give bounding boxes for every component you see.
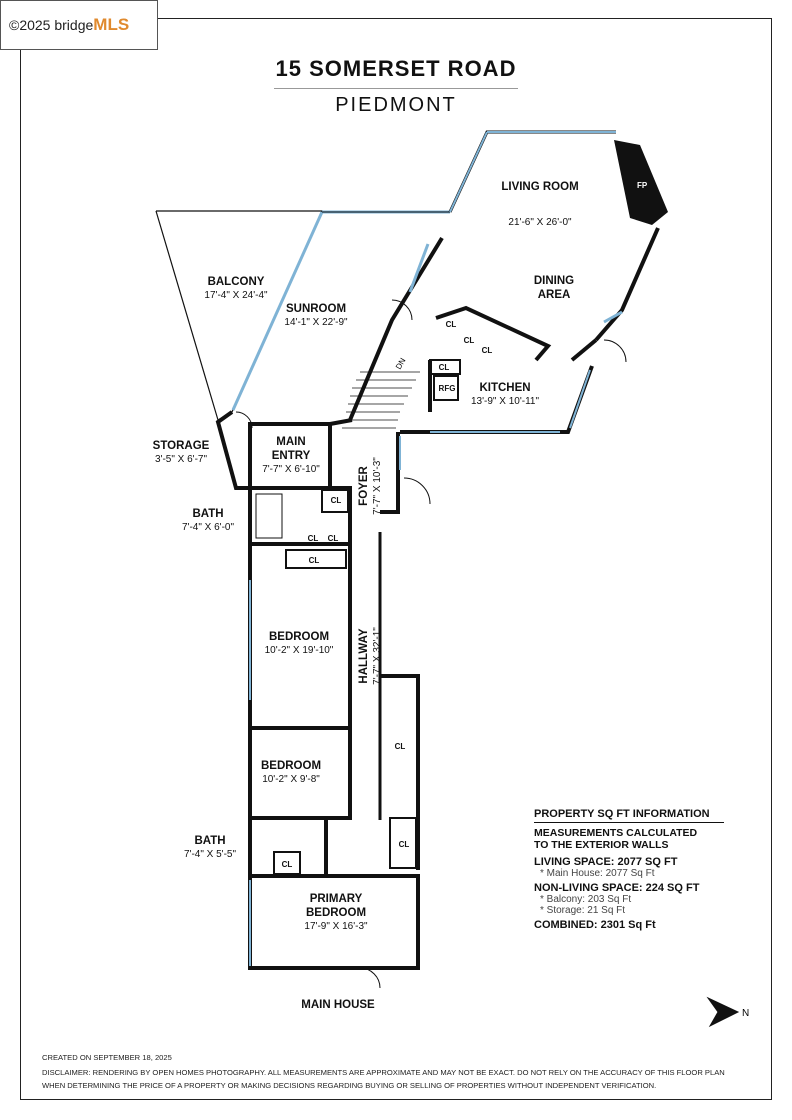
non-living-space-total: NON-LIVING SPACE: 224 SQ FT [534,882,700,894]
living-room-label [480,180,600,230]
closet-label: CL [481,346,493,355]
bath-1-name: BATH [192,508,224,520]
closet-label: CL [445,320,457,329]
closet-label: CL [330,496,342,505]
closet-label: CL [398,840,410,849]
property-city-subtitle: PIEDMONT [335,94,457,116]
disclaimer-line-2: WHEN DETERMINING THE PRICE OF A PROPERTY OR MAKING DECISIONS REGARDING BUYING OR SELLING OF PROPERTIES WITHOUT INDEPENDENT VERIFICATION. [42,1081,657,1090]
balcony-name: BALCONY [207,276,265,288]
balcony-sqft: * Balcony: 203 Sq Ft [540,894,632,905]
dining-line-2: AREA [537,289,571,301]
stairs-down-label: DN [393,356,408,371]
sqft-info-panel [534,808,724,931]
closet-label: CL [307,534,319,543]
dining-area-label [514,274,594,302]
sunroom-dims: 14'-1" X 22'-9" [284,317,348,328]
main-house-sqft: * Main House: 2077 Sq Ft [540,868,655,879]
foyer-dims: 7'-7" X 10'-3" [372,457,383,515]
compass-arrow [708,998,738,1026]
primary-line-1: PRIMARY [309,893,363,905]
closet-label: CL [327,534,339,543]
kitchen-dims: 13'-9" X 10'-11" [471,396,539,407]
created-date: CREATED ON SEPTEMBER 18, 2025 [42,1053,172,1062]
closet-label: CL [438,363,450,372]
hallway-dims: 7'-7" X 32'-1" [372,627,383,685]
kitchen-label [460,381,550,409]
primary-line-2: BEDROOM [305,907,367,919]
living-room-name: LIVING ROOM [501,181,579,193]
storage-label [146,439,216,467]
balcony-label [176,275,296,303]
storage-name: STORAGE [152,440,210,452]
kitchen-name: KITCHEN [479,382,531,394]
main-entry-label [254,435,328,477]
bath-2-name: BATH [194,835,226,847]
closet-label: CL [281,860,293,869]
property-address-title: 15 SOMERSET ROAD [275,56,517,81]
sqft-note-line-2: TO THE EXTERIOR WALLS [534,839,669,851]
main-entry-line-2: ENTRY [271,450,311,462]
storage-walls [218,412,250,488]
bath-2-label [178,834,242,862]
foyer-name: FOYER [358,466,370,506]
fireplace-label: FP [637,181,648,190]
logo-copyright: ©2025 bridge [9,17,94,33]
combined-sqft: COMBINED: 2301 Sq Ft [534,919,656,931]
bedroom-2-label [256,759,326,787]
storage-sqft: * Storage: 21 Sq Ft [540,905,626,916]
closet-label: CL [394,742,406,751]
primary-dims: 17'-9" X 16'-3" [304,921,368,932]
main-entry-dims: 7'-7" X 6'-10" [262,464,320,475]
refrigerator-label: RFG [438,384,456,393]
living-room-dims: 21'-6" X 26'-0" [508,217,572,228]
main-entry-line-1: MAIN [276,436,306,448]
floor-name: MAIN HOUSE [301,999,375,1011]
bedroom-1-name: BEDROOM [268,631,330,643]
hallway-label [357,601,385,711]
bath-1-label [176,507,240,535]
floor-label [290,998,386,1012]
bath-2-dims: 7'-4" X 5'-5" [183,849,237,860]
primary-bedroom-label [296,892,376,934]
compass-north: N [742,1008,750,1019]
dining-line-1: DINING [533,275,575,287]
storage-dims: 3'-5" X 6'-7" [154,454,208,465]
foyer-label [357,441,385,531]
disclaimer-line-1: DISCLAIMER: RENDERING BY OPEN HOMES PHOTOGRAPHY. ALL MEASUREMENTS ARE APPROXIMATE AND MAY NOT BE EXACT. DO NOT RELY ON THE ACCURACY OF THIS FLOOR PLAN [42,1068,725,1077]
closet-label: CL [308,556,320,565]
bath-1-dims: 7'-4" X 6'-0" [181,522,235,533]
bedroom-2-dims: 10'-2" X 9'-8" [262,774,320,785]
sqft-note-line-1: MEASUREMENTS CALCULATED [534,827,698,839]
sunroom-name: SUNROOM [285,303,347,315]
sunroom-label [266,302,366,330]
bedroom-1-label [256,630,342,658]
staircase [342,372,420,428]
balcony-dims: 17'-4" X 24'-4" [204,290,268,301]
logo-mls: MLS [93,15,130,34]
bedroom-2-name: BEDROOM [260,760,322,772]
living-space-total: LIVING SPACE: 2077 SQ FT [534,856,678,868]
bedroom-1-dims: 10'-2" X 19'-10" [264,645,334,656]
hallway-name: HALLWAY [358,628,370,684]
sqft-heading: PROPERTY SQ FT INFORMATION [534,808,724,823]
closet-label: CL [463,336,475,345]
